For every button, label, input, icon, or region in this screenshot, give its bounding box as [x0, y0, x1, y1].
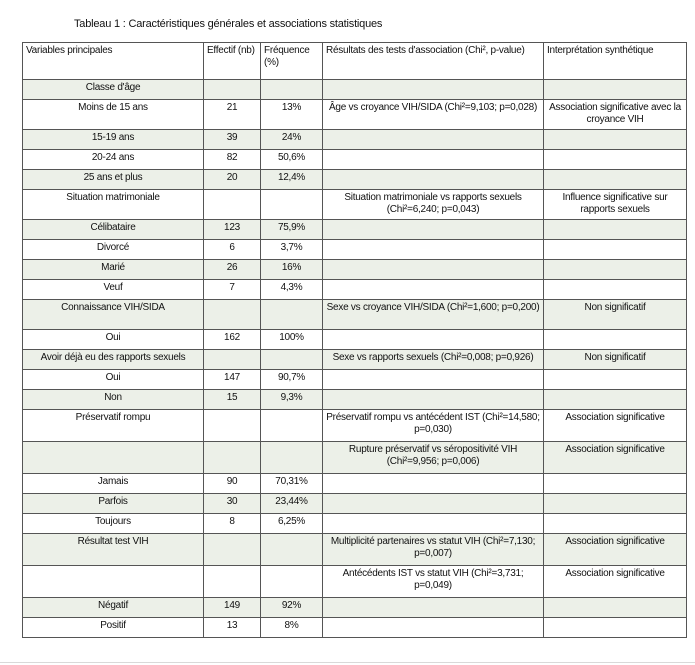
cell-variable: Classe d'âge [23, 80, 204, 100]
cell-frequence: 90,7% [261, 370, 323, 390]
cell-test [323, 280, 544, 300]
cell-test [323, 220, 544, 240]
cell-variable: Avoir déjà eu des rapports sexuels [23, 350, 204, 370]
cell-interpretation: Association significative [544, 410, 687, 442]
cell-frequence: 50,6% [261, 150, 323, 170]
table-row [23, 618, 687, 638]
cell-interpretation [544, 80, 687, 100]
header-frequence: Fréquence (%) [261, 43, 323, 80]
cell-test: Âge vs croyance VIH/SIDA (Chi²=9,103; p=0,028) [323, 100, 544, 130]
cell-effectif: 21 [204, 100, 261, 130]
table-row [23, 330, 687, 350]
cell-effectif: 162 [204, 330, 261, 350]
table-row [23, 474, 687, 494]
table-row [23, 494, 687, 514]
table-row [23, 410, 687, 442]
cell-test [323, 170, 544, 190]
cell-effectif [204, 534, 261, 566]
cell-interpretation [544, 618, 687, 638]
cell-frequence: 4,3% [261, 280, 323, 300]
page-bottom-rule [0, 662, 695, 663]
cell-test [323, 514, 544, 534]
cell-interpretation: Non significatif [544, 300, 687, 330]
cell-variable: Préservatif rompu [23, 410, 204, 442]
cell-interpretation: Association significative avec la croyance VIH [544, 100, 687, 130]
cell-effectif: 7 [204, 280, 261, 300]
cell-interpretation [544, 150, 687, 170]
cell-interpretation [544, 330, 687, 350]
table-row [23, 390, 687, 410]
cell-variable: Situation matrimoniale [23, 190, 204, 220]
table-row [23, 150, 687, 170]
table-row [23, 130, 687, 150]
cell-frequence: 3,7% [261, 240, 323, 260]
cell-test: Rupture préservatif vs séropositivité VIH (Chi²=9,956; p=0,006) [323, 442, 544, 474]
cell-interpretation [544, 474, 687, 494]
cell-frequence: 23,44% [261, 494, 323, 514]
cell-interpretation: Association significative [544, 534, 687, 566]
cell-variable: Positif [23, 618, 204, 638]
cell-test [323, 150, 544, 170]
table-header-row [23, 43, 687, 80]
cell-effectif: 13 [204, 618, 261, 638]
cell-variable [23, 566, 204, 598]
header-effectif: Effectif (nb) [204, 43, 261, 80]
cell-test: Multiplicité partenaires vs statut VIH (Chi²=7,130; p=0,007) [323, 534, 544, 566]
table-row [23, 80, 687, 100]
cell-effectif [204, 300, 261, 330]
header-variable: Variables principales [23, 43, 204, 80]
table-row [23, 566, 687, 598]
cell-frequence: 75,9% [261, 220, 323, 240]
cell-frequence: 70,31% [261, 474, 323, 494]
cell-test [323, 80, 544, 100]
table-row [23, 260, 687, 280]
cell-effectif: 82 [204, 150, 261, 170]
table-caption: Tableau 1 : Caractéristiques générales et associations statistiques [74, 18, 383, 30]
cell-effectif: 147 [204, 370, 261, 390]
cell-frequence [261, 442, 323, 474]
table-row [23, 598, 687, 618]
cell-test [323, 474, 544, 494]
table-row [23, 240, 687, 260]
cell-interpretation [544, 494, 687, 514]
cell-effectif: 20 [204, 170, 261, 190]
cell-interpretation [544, 170, 687, 190]
cell-frequence [261, 300, 323, 330]
cell-test [323, 370, 544, 390]
cell-test [323, 240, 544, 260]
cell-variable: Oui [23, 330, 204, 350]
table-row [23, 442, 687, 474]
cell-frequence [261, 190, 323, 220]
cell-frequence: 12,4% [261, 170, 323, 190]
cell-frequence [261, 80, 323, 100]
cell-effectif [204, 410, 261, 442]
cell-frequence: 24% [261, 130, 323, 150]
cell-variable: Marié [23, 260, 204, 280]
cell-frequence: 100% [261, 330, 323, 350]
cell-interpretation [544, 370, 687, 390]
cell-variable: 20-24 ans [23, 150, 204, 170]
header-resultats: Résultats des tests d'association (Chi², p-value) [323, 43, 544, 80]
cell-interpretation: Non significatif [544, 350, 687, 370]
cell-effectif: 15 [204, 390, 261, 410]
cell-interpretation [544, 514, 687, 534]
table-row [23, 514, 687, 534]
cell-variable: Négatif [23, 598, 204, 618]
cell-variable: Parfois [23, 494, 204, 514]
cell-effectif: 8 [204, 514, 261, 534]
table-row [23, 300, 687, 330]
cell-test [323, 598, 544, 618]
table-row [23, 370, 687, 390]
cell-variable: Veuf [23, 280, 204, 300]
cell-interpretation [544, 240, 687, 260]
cell-effectif [204, 566, 261, 598]
cell-variable: Connaissance VIH/SIDA [23, 300, 204, 330]
cell-frequence: 13% [261, 100, 323, 130]
cell-interpretation [544, 280, 687, 300]
table-row [23, 350, 687, 370]
table-row [23, 220, 687, 240]
cell-test [323, 260, 544, 280]
cell-interpretation: Influence significative sur rapports sexuels [544, 190, 687, 220]
cell-interpretation [544, 220, 687, 240]
cell-frequence: 9,3% [261, 390, 323, 410]
cell-frequence [261, 350, 323, 370]
cell-effectif [204, 350, 261, 370]
cell-frequence [261, 534, 323, 566]
cell-effectif [204, 80, 261, 100]
cell-interpretation [544, 260, 687, 280]
cell-test: Situation matrimoniale vs rapports sexuels (Chi²=6,240; p=0,043) [323, 190, 544, 220]
cell-test [323, 330, 544, 350]
table-row [23, 534, 687, 566]
cell-effectif: 90 [204, 474, 261, 494]
cell-variable: Divorcé [23, 240, 204, 260]
table-row [23, 100, 687, 130]
cell-test [323, 130, 544, 150]
table-row [23, 190, 687, 220]
cell-interpretation: Association significative [544, 442, 687, 474]
cell-interpretation: Association significative [544, 566, 687, 598]
table-row [23, 280, 687, 300]
cell-test: Sexe vs croyance VIH/SIDA (Chi²=1,600; p=0,200) [323, 300, 544, 330]
cell-test [323, 390, 544, 410]
cell-frequence [261, 410, 323, 442]
cell-effectif: 149 [204, 598, 261, 618]
header-interpretation: Interprétation synthétique [544, 43, 687, 80]
cell-variable: Célibataire [23, 220, 204, 240]
cell-test [323, 618, 544, 638]
cell-effectif [204, 442, 261, 474]
cell-test: Sexe vs rapports sexuels (Chi²=0,008; p=0,926) [323, 350, 544, 370]
cell-effectif [204, 190, 261, 220]
table-row [23, 170, 687, 190]
cell-variable: Moins de 15 ans [23, 100, 204, 130]
cell-interpretation [544, 598, 687, 618]
cell-effectif: 26 [204, 260, 261, 280]
cell-variable: Toujours [23, 514, 204, 534]
cell-variable: 25 ans et plus [23, 170, 204, 190]
cell-effectif: 123 [204, 220, 261, 240]
cell-variable: Jamais [23, 474, 204, 494]
cell-frequence [261, 566, 323, 598]
cell-effectif: 6 [204, 240, 261, 260]
cell-interpretation [544, 130, 687, 150]
cell-variable [23, 442, 204, 474]
cell-test [323, 494, 544, 514]
cell-frequence: 16% [261, 260, 323, 280]
cell-interpretation [544, 390, 687, 410]
cell-variable: Non [23, 390, 204, 410]
cell-frequence: 8% [261, 618, 323, 638]
cell-effectif: 30 [204, 494, 261, 514]
cell-frequence: 92% [261, 598, 323, 618]
cell-frequence: 6,25% [261, 514, 323, 534]
cell-effectif: 39 [204, 130, 261, 150]
cell-test: Préservatif rompu vs antécédent IST (Chi²=14,580; p=0,030) [323, 410, 544, 442]
cell-variable: Oui [23, 370, 204, 390]
cell-variable: 15-19 ans [23, 130, 204, 150]
cell-variable: Résultat test VIH [23, 534, 204, 566]
cell-test: Antécédents IST vs statut VIH (Chi²=3,731; p=0,049) [323, 566, 544, 598]
statistics-table [22, 42, 687, 638]
